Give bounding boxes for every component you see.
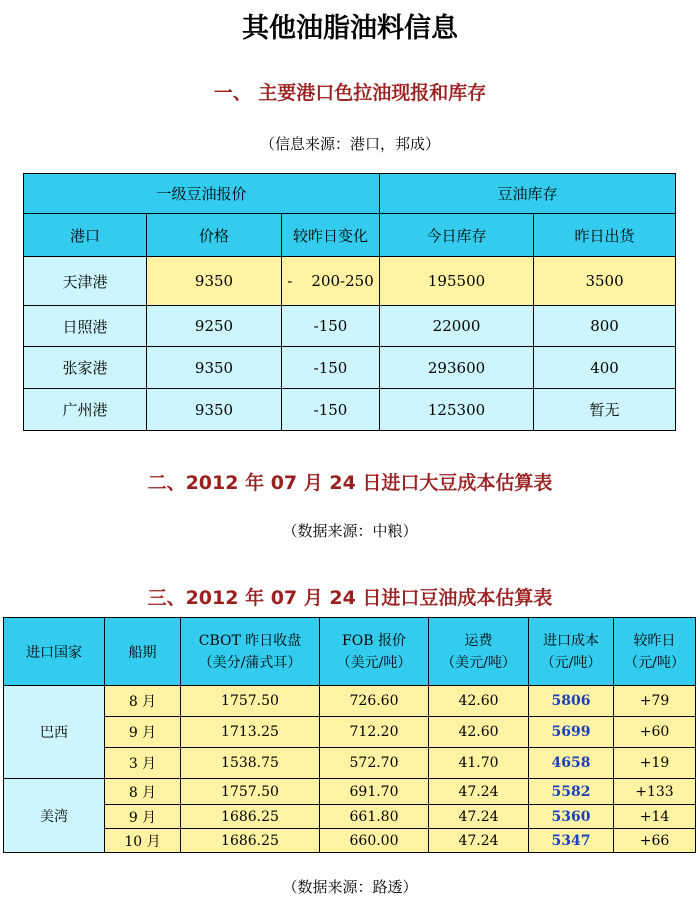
col-header-price: 价格 [147,214,282,257]
cell-period: 3 月 [105,748,181,779]
cell-fob: 660.00 [320,829,429,853]
cell-freight: 41.70 [429,748,529,779]
cell-shipped: 3500 [534,257,676,306]
cell-change: +14 [614,805,696,829]
cell-freight: 47.24 [429,779,529,805]
group-header-quote: 一级豆油报价 [24,174,380,214]
cell-period: 10 月 [105,829,181,853]
cell-cbot: 1757.50 [181,779,320,805]
cell-period: 8 月 [105,779,181,805]
cost-label: 进口成本 [543,632,599,649]
cell-period: 9 月 [105,805,181,829]
cost-unit: （元/吨） [540,654,602,671]
col-header-fob [320,618,429,686]
section3-heading: 三、2012 年 07 月 24 日进口豆油成本估算表 [147,587,553,609]
cell-fob: 661.80 [320,805,429,829]
cell-shipped: 400 [534,347,676,389]
cell-fob: 691.70 [320,779,429,805]
col-header-port: 港口 [24,214,147,257]
cell-cbot: 1686.25 [181,829,320,853]
cell-freight: 42.60 [429,717,529,748]
table-row [24,347,676,389]
cell-change: +60 [614,717,696,748]
cell-country: 美湾 [4,779,105,853]
section2-source: （数据来源：中粮） [282,522,418,540]
cell-port: 日照港 [24,306,147,347]
col-header-freight [429,618,529,686]
cell-shipped: 800 [534,306,676,347]
cell-freight: 47.24 [429,829,529,853]
cell-cost: 5699 [529,717,614,748]
cell-price: 9350 [147,389,282,431]
section1-heading: 一、 主要港口色拉油现报和库存 [213,82,487,104]
change-label: 较昨日 [633,632,676,649]
table-row [24,257,676,306]
freight-label: 运费 [464,632,493,649]
cell-cost: 4658 [529,748,614,779]
cell-fob: 712.20 [320,717,429,748]
section2-heading: 二、2012 年 07 月 24 日进口大豆成本估算表 [147,472,553,494]
port-oil-table [23,173,676,431]
cell-cbot: 1757.50 [181,686,320,717]
cell-stock: 293600 [380,347,534,389]
change-unit: （元/吨） [624,654,685,671]
cell-port: 广州港 [24,389,147,431]
section3-source: （数据来源：路透） [282,878,418,896]
cell-price: 9350 [147,257,282,306]
col-header-cbot [181,618,320,686]
cell-cost: 5347 [529,829,614,853]
cell-period: 8 月 [105,686,181,717]
cell-change: -150 [282,389,380,431]
col-header-period: 船期 [105,618,181,686]
cell-change: +133 [614,779,696,805]
col-header-stock: 今日库存 [380,214,534,257]
cell-change: -150 [282,347,380,389]
cell-change: - 200-250 [282,257,380,306]
fob-label: FOB 报价 [342,632,406,649]
col-header-change [614,618,696,686]
freight-unit: （美元/吨） [441,654,516,671]
col-header-shipped: 昨日出货 [534,214,676,257]
cell-change: +66 [614,829,696,853]
cell-cost: 5806 [529,686,614,717]
table-row [4,829,696,853]
cell-port: 天津港 [24,257,147,306]
cell-price: 9350 [147,347,282,389]
cell-cbot: 1713.25 [181,717,320,748]
table-row [4,717,696,748]
cell-change: +79 [614,686,696,717]
col-header-change: 较昨日变化 [282,214,380,257]
table-row [4,748,696,779]
cell-stock: 125300 [380,389,534,431]
cell-freight: 47.24 [429,805,529,829]
cell-port: 张家港 [24,347,147,389]
cell-cbot: 1538.75 [181,748,320,779]
cell-cbot: 1686.25 [181,805,320,829]
cell-stock: 22000 [380,306,534,347]
cell-shipped: 暂无 [534,389,676,431]
page-title: 其他油脂油料信息 [242,13,458,44]
soyoil-cost-table [3,617,696,853]
cell-change: -150 [282,306,380,347]
cell-fob: 572.70 [320,748,429,779]
col-header-cost [529,618,614,686]
cell-period: 9 月 [105,717,181,748]
cell-country: 巴西 [4,686,105,779]
table-row [24,306,676,347]
cell-stock: 195500 [380,257,534,306]
cell-price: 9250 [147,306,282,347]
cell-cost: 5360 [529,805,614,829]
cbot-unit: （美分/蒲式耳） [198,654,302,671]
cell-freight: 42.60 [429,686,529,717]
cell-cost: 5582 [529,779,614,805]
table-row [4,805,696,829]
fob-unit: （美元/吨） [336,654,412,671]
table-row [4,686,696,717]
cbot-label: CBOT 昨日收盘 [198,632,302,649]
cell-change: +19 [614,748,696,779]
section1-source: （信息来源：港口，邦成） [259,135,440,153]
table-row [24,389,676,431]
cell-fob: 726.60 [320,686,429,717]
group-header-stock: 豆油库存 [380,174,676,214]
col-header-country: 进口国家 [4,618,105,686]
table-row [4,779,696,805]
